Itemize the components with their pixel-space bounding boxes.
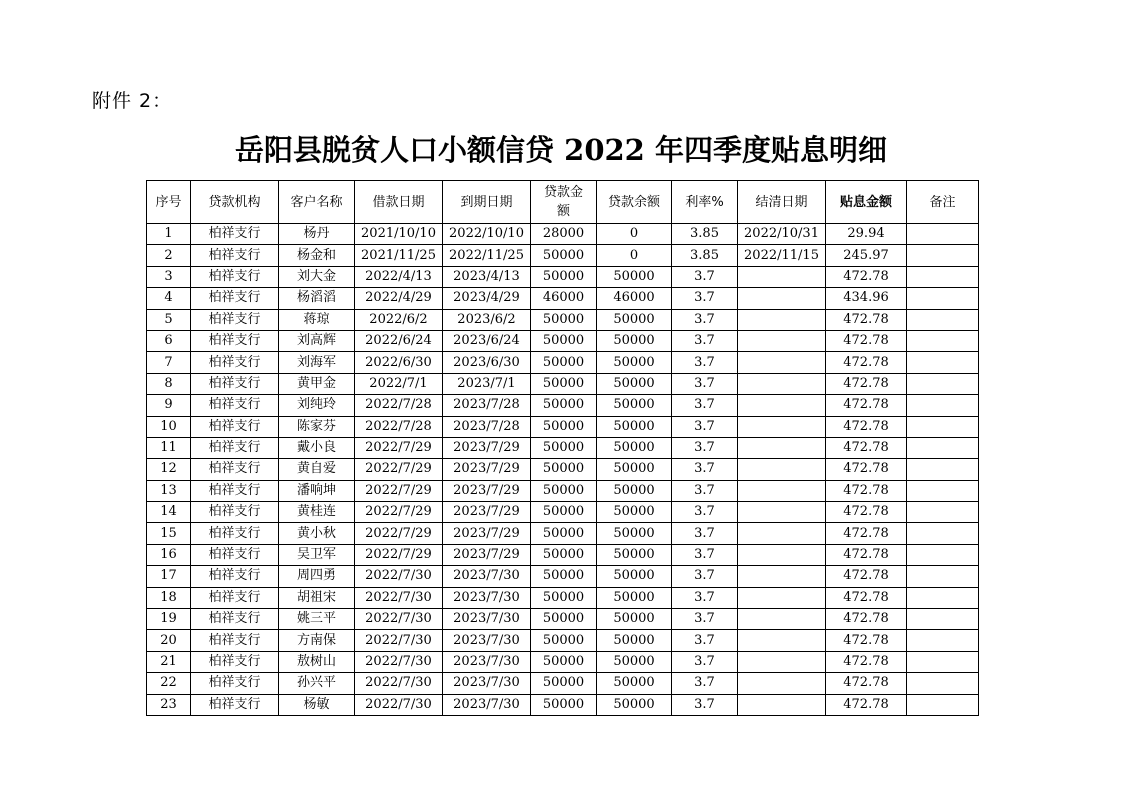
cell-note [907, 266, 979, 287]
cell-loan-date: 2022/7/30 [355, 694, 443, 715]
cell-subsidy: 472.78 [826, 502, 907, 523]
cell-client: 蒋琼 [279, 309, 355, 330]
cell-seq: 16 [147, 544, 191, 565]
cell-subsidy: 472.78 [826, 437, 907, 458]
table-row [147, 330, 979, 351]
cell-loan-amount: 50000 [531, 609, 597, 630]
cell-loan-amount: 50000 [531, 352, 597, 373]
cell-client: 刘纯玲 [279, 395, 355, 416]
cell-rate: 3.7 [672, 459, 738, 480]
cell-bank: 柏祥支行 [191, 587, 279, 608]
cell-subsidy: 472.78 [826, 523, 907, 544]
header-note: 备注 [907, 181, 979, 224]
cell-loan-date: 2021/10/10 [355, 224, 443, 245]
cell-due-date: 2023/7/30 [443, 651, 531, 672]
cell-loan-amount: 50000 [531, 587, 597, 608]
cell-loan-amount: 50000 [531, 630, 597, 651]
cell-subsidy: 472.78 [826, 651, 907, 672]
cell-balance: 50000 [597, 630, 672, 651]
table-row [147, 459, 979, 480]
cell-client: 黄自爱 [279, 459, 355, 480]
cell-note [907, 651, 979, 672]
cell-client: 刘高辉 [279, 330, 355, 351]
attachment-label: 附件 2： [92, 90, 173, 112]
table-header-row [147, 181, 979, 224]
cell-bank: 柏祥支行 [191, 544, 279, 565]
cell-due-date: 2023/7/30 [443, 630, 531, 651]
cell-settle-date [738, 352, 826, 373]
cell-loan-amount: 50000 [531, 544, 597, 565]
table-row [147, 245, 979, 266]
cell-settle-date [738, 373, 826, 394]
header-client: 客户名称 [279, 181, 355, 224]
cell-client: 刘大金 [279, 266, 355, 287]
cell-settle-date [738, 395, 826, 416]
cell-loan-amount: 50000 [531, 395, 597, 416]
cell-note [907, 544, 979, 565]
cell-balance: 50000 [597, 480, 672, 501]
cell-seq: 18 [147, 587, 191, 608]
cell-seq: 19 [147, 609, 191, 630]
cell-client: 刘海军 [279, 352, 355, 373]
cell-settle-date [738, 266, 826, 287]
cell-loan-date: 2022/4/29 [355, 288, 443, 309]
cell-loan-date: 2022/7/30 [355, 566, 443, 587]
cell-balance: 50000 [597, 459, 672, 480]
cell-bank: 柏祥支行 [191, 651, 279, 672]
cell-seq: 14 [147, 502, 191, 523]
cell-bank: 柏祥支行 [191, 288, 279, 309]
cell-loan-amount: 50000 [531, 373, 597, 394]
cell-loan-date: 2021/11/25 [355, 245, 443, 266]
cell-note [907, 352, 979, 373]
cell-settle-date [738, 673, 826, 694]
cell-seq: 22 [147, 673, 191, 694]
cell-rate: 3.7 [672, 651, 738, 672]
cell-due-date: 2023/7/30 [443, 609, 531, 630]
cell-due-date: 2023/7/29 [443, 502, 531, 523]
cell-rate: 3.7 [672, 630, 738, 651]
table-row [147, 373, 979, 394]
cell-loan-date: 2022/7/29 [355, 523, 443, 544]
cell-subsidy: 472.78 [826, 673, 907, 694]
cell-bank: 柏祥支行 [191, 630, 279, 651]
cell-loan-date: 2022/6/24 [355, 330, 443, 351]
cell-settle-date [738, 288, 826, 309]
cell-seq: 17 [147, 566, 191, 587]
cell-settle-date [738, 694, 826, 715]
cell-subsidy: 472.78 [826, 309, 907, 330]
cell-balance: 50000 [597, 330, 672, 351]
cell-due-date: 2023/4/13 [443, 266, 531, 287]
cell-rate: 3.7 [672, 566, 738, 587]
cell-bank: 柏祥支行 [191, 373, 279, 394]
cell-client: 方南保 [279, 630, 355, 651]
cell-loan-date: 2022/7/30 [355, 651, 443, 672]
table-row [147, 309, 979, 330]
subsidy-table [146, 180, 979, 716]
cell-rate: 3.7 [672, 416, 738, 437]
cell-note [907, 437, 979, 458]
cell-settle-date [738, 416, 826, 437]
cell-balance: 50000 [597, 544, 672, 565]
cell-seq: 6 [147, 330, 191, 351]
cell-subsidy: 472.78 [826, 416, 907, 437]
cell-loan-amount: 50000 [531, 309, 597, 330]
document-title: 岳阳县脱贫人口小额信贷 2022 年四季度贴息明细 [235, 133, 887, 167]
cell-subsidy: 472.78 [826, 566, 907, 587]
cell-loan-date: 2022/7/29 [355, 437, 443, 458]
cell-rate: 3.7 [672, 480, 738, 501]
table-body [147, 224, 979, 716]
cell-seq: 4 [147, 288, 191, 309]
cell-loan-amount: 50000 [531, 480, 597, 501]
cell-due-date: 2023/6/30 [443, 352, 531, 373]
cell-rate: 3.7 [672, 694, 738, 715]
cell-loan-date: 2022/7/28 [355, 416, 443, 437]
cell-seq: 20 [147, 630, 191, 651]
cell-bank: 柏祥支行 [191, 309, 279, 330]
cell-settle-date [738, 459, 826, 480]
cell-seq: 13 [147, 480, 191, 501]
cell-note [907, 459, 979, 480]
cell-bank: 柏祥支行 [191, 395, 279, 416]
cell-settle-date [738, 587, 826, 608]
cell-due-date: 2022/10/10 [443, 224, 531, 245]
cell-loan-date: 2022/7/1 [355, 373, 443, 394]
cell-rate: 3.7 [672, 395, 738, 416]
cell-note [907, 480, 979, 501]
header-seq: 序号 [147, 181, 191, 224]
cell-balance: 0 [597, 224, 672, 245]
cell-balance: 50000 [597, 309, 672, 330]
cell-loan-amount: 50000 [531, 523, 597, 544]
cell-note [907, 694, 979, 715]
cell-due-date: 2023/7/29 [443, 544, 531, 565]
cell-bank: 柏祥支行 [191, 437, 279, 458]
cell-client: 黄桂连 [279, 502, 355, 523]
cell-balance: 50000 [597, 523, 672, 544]
cell-bank: 柏祥支行 [191, 352, 279, 373]
cell-note [907, 416, 979, 437]
cell-client: 杨敏 [279, 694, 355, 715]
cell-note [907, 288, 979, 309]
cell-note [907, 395, 979, 416]
header-rate: 利率% [672, 181, 738, 224]
table-row [147, 673, 979, 694]
cell-loan-amount: 50000 [531, 566, 597, 587]
cell-due-date: 2022/11/25 [443, 245, 531, 266]
cell-balance: 50000 [597, 609, 672, 630]
cell-seq: 5 [147, 309, 191, 330]
cell-rate: 3.7 [672, 673, 738, 694]
cell-loan-date: 2022/7/30 [355, 587, 443, 608]
cell-bank: 柏祥支行 [191, 523, 279, 544]
cell-balance: 50000 [597, 352, 672, 373]
cell-loan-date: 2022/7/30 [355, 630, 443, 651]
cell-rate: 3.7 [672, 373, 738, 394]
cell-due-date: 2023/7/30 [443, 673, 531, 694]
table-row [147, 266, 979, 287]
cell-seq: 9 [147, 395, 191, 416]
cell-balance: 50000 [597, 395, 672, 416]
cell-bank: 柏祥支行 [191, 673, 279, 694]
cell-seq: 8 [147, 373, 191, 394]
cell-client: 周四勇 [279, 566, 355, 587]
cell-seq: 1 [147, 224, 191, 245]
cell-due-date: 2023/7/30 [443, 566, 531, 587]
cell-subsidy: 472.78 [826, 587, 907, 608]
cell-client: 黄甲金 [279, 373, 355, 394]
cell-client: 杨金和 [279, 245, 355, 266]
cell-rate: 3.7 [672, 309, 738, 330]
cell-subsidy: 472.78 [826, 352, 907, 373]
cell-note [907, 373, 979, 394]
cell-balance: 50000 [597, 651, 672, 672]
table-row [147, 352, 979, 373]
cell-due-date: 2023/7/30 [443, 694, 531, 715]
table-row [147, 395, 979, 416]
cell-note [907, 245, 979, 266]
table-row [147, 523, 979, 544]
header-balance: 贷款余额 [597, 181, 672, 224]
cell-note [907, 630, 979, 651]
cell-bank: 柏祥支行 [191, 502, 279, 523]
cell-settle-date [738, 480, 826, 501]
cell-rate: 3.7 [672, 330, 738, 351]
table-row [147, 416, 979, 437]
cell-settle-date [738, 309, 826, 330]
cell-subsidy: 472.78 [826, 694, 907, 715]
cell-loan-amount: 50000 [531, 502, 597, 523]
cell-loan-amount: 50000 [531, 266, 597, 287]
cell-loan-amount: 50000 [531, 416, 597, 437]
cell-loan-amount: 50000 [531, 437, 597, 458]
cell-due-date: 2023/6/24 [443, 330, 531, 351]
cell-bank: 柏祥支行 [191, 480, 279, 501]
cell-seq: 7 [147, 352, 191, 373]
cell-client: 姚三平 [279, 609, 355, 630]
cell-settle-date [738, 630, 826, 651]
cell-seq: 12 [147, 459, 191, 480]
cell-loan-amount: 28000 [531, 224, 597, 245]
cell-seq: 2 [147, 245, 191, 266]
cell-client: 吴卫军 [279, 544, 355, 565]
cell-bank: 柏祥支行 [191, 330, 279, 351]
table-row [147, 224, 979, 245]
cell-client: 杨丹 [279, 224, 355, 245]
cell-rate: 3.7 [672, 609, 738, 630]
cell-subsidy: 472.78 [826, 395, 907, 416]
cell-loan-date: 2022/6/30 [355, 352, 443, 373]
cell-balance: 46000 [597, 288, 672, 309]
cell-subsidy: 29.94 [826, 224, 907, 245]
cell-settle-date [738, 437, 826, 458]
cell-note [907, 587, 979, 608]
table-row [147, 587, 979, 608]
cell-bank: 柏祥支行 [191, 245, 279, 266]
cell-rate: 3.7 [672, 437, 738, 458]
cell-due-date: 2023/7/29 [443, 523, 531, 544]
cell-balance: 50000 [597, 416, 672, 437]
cell-subsidy: 472.78 [826, 544, 907, 565]
cell-subsidy: 245.97 [826, 245, 907, 266]
cell-subsidy: 472.78 [826, 630, 907, 651]
cell-seq: 23 [147, 694, 191, 715]
cell-seq: 15 [147, 523, 191, 544]
cell-due-date: 2023/6/2 [443, 309, 531, 330]
cell-due-date: 2023/7/28 [443, 416, 531, 437]
cell-rate: 3.7 [672, 587, 738, 608]
cell-bank: 柏祥支行 [191, 459, 279, 480]
cell-rate: 3.7 [672, 502, 738, 523]
cell-due-date: 2023/4/29 [443, 288, 531, 309]
table-row [147, 566, 979, 587]
cell-note [907, 330, 979, 351]
cell-loan-amount: 50000 [531, 459, 597, 480]
header-loan-amount: 贷款金额 [531, 181, 597, 224]
cell-loan-amount: 50000 [531, 651, 597, 672]
cell-loan-amount: 50000 [531, 673, 597, 694]
cell-rate: 3.85 [672, 224, 738, 245]
cell-due-date: 2023/7/29 [443, 480, 531, 501]
cell-loan-amount: 50000 [531, 694, 597, 715]
header-loan-date: 借款日期 [355, 181, 443, 224]
cell-balance: 50000 [597, 673, 672, 694]
cell-loan-amount: 46000 [531, 288, 597, 309]
cell-due-date: 2023/7/28 [443, 395, 531, 416]
table-row [147, 480, 979, 501]
cell-bank: 柏祥支行 [191, 566, 279, 587]
cell-settle-date [738, 502, 826, 523]
cell-balance: 50000 [597, 266, 672, 287]
cell-rate: 3.7 [672, 266, 738, 287]
table-row [147, 544, 979, 565]
cell-note [907, 502, 979, 523]
cell-balance: 50000 [597, 437, 672, 458]
cell-balance: 50000 [597, 502, 672, 523]
cell-note [907, 566, 979, 587]
cell-loan-amount: 50000 [531, 245, 597, 266]
cell-loan-date: 2022/6/2 [355, 309, 443, 330]
cell-note [907, 673, 979, 694]
cell-balance: 50000 [597, 566, 672, 587]
cell-rate: 3.85 [672, 245, 738, 266]
cell-due-date: 2023/7/30 [443, 587, 531, 608]
cell-settle-date [738, 609, 826, 630]
cell-subsidy: 472.78 [826, 609, 907, 630]
header-bank: 贷款机构 [191, 181, 279, 224]
cell-seq: 10 [147, 416, 191, 437]
cell-rate: 3.7 [672, 523, 738, 544]
cell-settle-date [738, 566, 826, 587]
cell-loan-date: 2022/7/29 [355, 502, 443, 523]
cell-subsidy: 472.78 [826, 480, 907, 501]
cell-note [907, 309, 979, 330]
cell-loan-amount: 50000 [531, 330, 597, 351]
cell-subsidy: 472.78 [826, 373, 907, 394]
cell-settle-date: 2022/10/31 [738, 224, 826, 245]
table-row [147, 502, 979, 523]
cell-client: 敖树山 [279, 651, 355, 672]
cell-bank: 柏祥支行 [191, 694, 279, 715]
cell-subsidy: 472.78 [826, 330, 907, 351]
table-row [147, 437, 979, 458]
cell-client: 孙兴平 [279, 673, 355, 694]
cell-rate: 3.7 [672, 288, 738, 309]
header-due-date: 到期日期 [443, 181, 531, 224]
cell-seq: 21 [147, 651, 191, 672]
cell-rate: 3.7 [672, 544, 738, 565]
cell-seq: 11 [147, 437, 191, 458]
cell-balance: 50000 [597, 694, 672, 715]
cell-client: 杨滔滔 [279, 288, 355, 309]
cell-subsidy: 472.78 [826, 459, 907, 480]
cell-loan-date: 2022/7/28 [355, 395, 443, 416]
cell-balance: 0 [597, 245, 672, 266]
cell-note [907, 609, 979, 630]
cell-client: 陈家芬 [279, 416, 355, 437]
cell-client: 黄小秋 [279, 523, 355, 544]
cell-balance: 50000 [597, 587, 672, 608]
cell-rate: 3.7 [672, 352, 738, 373]
cell-note [907, 224, 979, 245]
header-settle-date: 结清日期 [738, 181, 826, 224]
cell-settle-date: 2022/11/15 [738, 245, 826, 266]
cell-loan-date: 2022/7/29 [355, 480, 443, 501]
cell-settle-date [738, 523, 826, 544]
table-row [147, 630, 979, 651]
table-row [147, 694, 979, 715]
cell-balance: 50000 [597, 373, 672, 394]
cell-bank: 柏祥支行 [191, 609, 279, 630]
cell-seq: 3 [147, 266, 191, 287]
table-row [147, 288, 979, 309]
cell-settle-date [738, 651, 826, 672]
cell-subsidy: 472.78 [826, 266, 907, 287]
cell-due-date: 2023/7/1 [443, 373, 531, 394]
header-subsidy: 贴息金额 [826, 181, 907, 224]
cell-client: 胡祖宋 [279, 587, 355, 608]
cell-bank: 柏祥支行 [191, 416, 279, 437]
cell-bank: 柏祥支行 [191, 266, 279, 287]
cell-client: 戴小良 [279, 437, 355, 458]
cell-settle-date [738, 544, 826, 565]
cell-loan-date: 2022/7/29 [355, 459, 443, 480]
table-row [147, 609, 979, 630]
cell-loan-date: 2022/7/30 [355, 609, 443, 630]
cell-client: 潘响坤 [279, 480, 355, 501]
cell-note [907, 523, 979, 544]
cell-loan-date: 2022/7/29 [355, 544, 443, 565]
cell-subsidy: 434.96 [826, 288, 907, 309]
cell-settle-date [738, 330, 826, 351]
cell-due-date: 2023/7/29 [443, 437, 531, 458]
cell-loan-date: 2022/4/13 [355, 266, 443, 287]
cell-due-date: 2023/7/29 [443, 459, 531, 480]
table-row [147, 651, 979, 672]
cell-loan-date: 2022/7/30 [355, 673, 443, 694]
cell-bank: 柏祥支行 [191, 224, 279, 245]
